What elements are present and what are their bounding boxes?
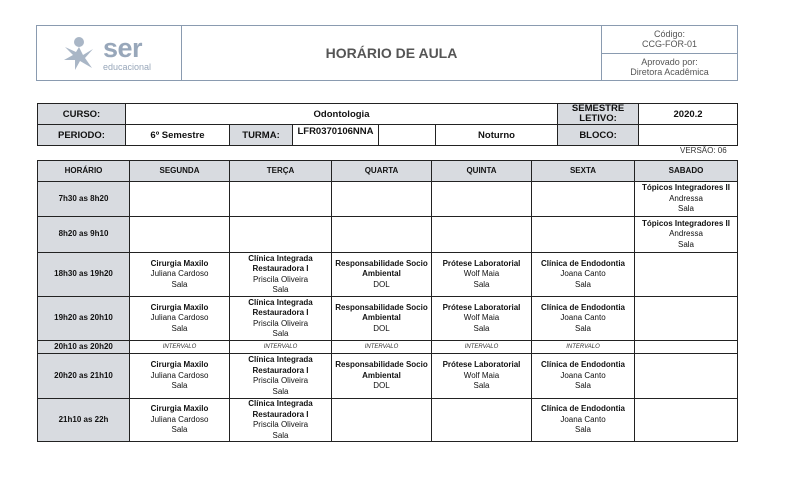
subject-name: Cirurgia Maxilo	[150, 360, 209, 370]
col-quinta: QUINTA	[432, 161, 532, 182]
subject-name: Cirurgia Maxilo	[150, 404, 209, 414]
time-slot: 8h20 as 9h10	[38, 217, 130, 253]
class-cell	[130, 297, 230, 341]
empty-cell	[230, 217, 332, 253]
code-value: CCG-FOR-01	[641, 39, 697, 50]
professor-name: Priscila Oliveira	[252, 274, 309, 284]
class-cell	[332, 297, 432, 341]
empty-cell	[130, 182, 230, 217]
class-cell	[432, 297, 532, 341]
col-quarta: QUARTA	[332, 161, 432, 182]
logo	[37, 26, 182, 80]
turma-value: LFR0370106NNA	[293, 125, 379, 146]
class-cell	[332, 253, 432, 297]
subject-name: Clínica Integrada Restauradora I	[248, 355, 313, 375]
room-label: Sala	[677, 239, 694, 249]
room-label: Sala	[574, 425, 591, 435]
class-cell	[130, 399, 230, 442]
col-terca: TERÇA	[230, 161, 332, 182]
interval-cell: INTERVALO	[532, 341, 635, 354]
time-slot: 7h30 as 8h20	[38, 182, 130, 217]
brand-name: ser	[103, 32, 143, 63]
professor-name: Priscila Oliveira	[252, 318, 309, 328]
room-label: Sala	[171, 279, 188, 289]
subject-name: Responsabilidade Socio Ambiental	[335, 360, 428, 380]
version-label: VERSÃO: 06	[680, 146, 727, 155]
schedule-row	[38, 217, 738, 253]
professor-name: Juliana Cardoso	[150, 269, 209, 279]
empty-cell	[432, 182, 532, 217]
time-slot: 19h20 as 20h10	[38, 297, 130, 341]
empty-cell	[432, 217, 532, 253]
room-label: Sala	[574, 323, 591, 333]
empty-cell	[635, 297, 738, 341]
bloco-value	[639, 125, 738, 146]
professor-name: Juliana Cardoso	[150, 313, 209, 323]
time-slot: 20h10 as 20h20	[38, 341, 130, 354]
semestre-label: SEMESTRE LETIVO:	[558, 104, 639, 125]
interval-cell: INTERVALO	[130, 341, 230, 354]
room-label: Sala	[272, 329, 289, 338]
class-cell	[230, 297, 332, 341]
class-cell	[532, 297, 635, 341]
empty-cell	[635, 354, 738, 399]
time-slot: 21h10 as 22h	[38, 399, 130, 442]
subject-name: Clínica de Endodontia	[540, 404, 625, 414]
empty-cell	[635, 341, 738, 354]
room-label: Sala	[171, 381, 188, 391]
class-cell	[230, 354, 332, 399]
class-cell	[532, 253, 635, 297]
professor-name: Juliana Cardoso	[150, 414, 209, 424]
curso-label: CURSO:	[38, 104, 126, 125]
class-cell	[432, 354, 532, 399]
professor-name: Joana Canto	[560, 313, 606, 323]
empty-cell	[130, 217, 230, 253]
document-header	[36, 25, 738, 81]
empty-cell	[532, 217, 635, 253]
room-label: Sala	[677, 204, 694, 214]
schedule-row	[38, 253, 738, 297]
subject-name: Clínica de Endodontia	[540, 302, 625, 312]
professor-name: Wolf Maia	[463, 313, 500, 323]
schedule-header-row	[38, 161, 738, 182]
col-segunda: SEGUNDA	[130, 161, 230, 182]
professor-name: DOL	[373, 381, 390, 391]
room-label: Sala	[473, 381, 490, 391]
subject-name: Clínica Integrada Restauradora I	[248, 253, 313, 273]
curso-value: Odontologia	[126, 104, 558, 125]
star-logo-icon	[59, 33, 99, 73]
room-label: Sala	[272, 386, 289, 396]
subject-name: Prótese Laboratorial	[442, 302, 521, 312]
document-title: HORÁRIO DE AULA	[325, 45, 458, 61]
empty-cell	[432, 399, 532, 442]
approved-cell	[602, 53, 737, 81]
subject-name: Responsabilidade Socio Ambiental	[335, 302, 428, 323]
class-cell	[230, 399, 332, 442]
semestre-value: 2020.2	[639, 104, 738, 125]
professor-name: Andressa	[669, 229, 703, 239]
class-cell	[230, 253, 332, 297]
time-slot: 18h30 as 19h20	[38, 253, 130, 297]
interval-cell: INTERVALO	[432, 341, 532, 354]
periodo-label: PERIODO:	[38, 125, 126, 146]
class-cell	[130, 354, 230, 399]
col-horario: HORÁRIO	[38, 161, 130, 182]
room-label: Sala	[574, 381, 591, 391]
schedule-row	[38, 399, 738, 442]
professor-name: Joana Canto	[560, 414, 606, 424]
empty-cell	[332, 217, 432, 253]
code-cell	[602, 26, 737, 53]
interval-cell: INTERVALO	[332, 341, 432, 354]
professor-name: Andressa	[669, 193, 703, 203]
course-info-table	[37, 103, 738, 146]
turno-value: Noturno	[436, 125, 558, 146]
col-sexta: SEXTA	[532, 161, 635, 182]
approved-value: Diretora Acadêmica	[630, 66, 709, 77]
periodo-value: 6º Semestre	[126, 125, 230, 146]
class-cell	[532, 354, 635, 399]
professor-name: Wolf Maia	[463, 370, 500, 380]
empty-cell	[532, 182, 635, 217]
class-cell	[332, 354, 432, 399]
empty-cell	[332, 182, 432, 217]
subject-name: Prótese Laboratorial	[442, 360, 521, 370]
professor-name: Joana Canto	[560, 370, 606, 380]
room-label: Sala	[473, 323, 490, 333]
class-cell	[635, 182, 738, 217]
professor-name: Wolf Maia	[463, 269, 500, 279]
room-label: Sala	[574, 279, 591, 289]
professor-name: Joana Canto	[560, 269, 606, 279]
empty-cell	[230, 182, 332, 217]
code-label: Código:	[653, 29, 686, 40]
class-cell	[635, 217, 738, 253]
class-cell	[432, 253, 532, 297]
professor-name: Priscila Oliveira	[252, 376, 309, 385]
document-meta	[601, 26, 737, 80]
schedule-row	[38, 341, 738, 354]
subject-name: Clínica Integrada Restauradora I	[248, 399, 313, 419]
class-cell	[130, 253, 230, 297]
approved-label: Aprovado por:	[641, 56, 698, 67]
professor-name: Priscila Oliveira	[252, 420, 309, 429]
class-cell	[532, 399, 635, 442]
turma-extra	[379, 125, 436, 146]
subject-name: Tópicos Integradores II	[641, 183, 730, 193]
room-label: Sala	[171, 323, 188, 333]
schedule-row	[38, 354, 738, 399]
bloco-label: BLOCO:	[558, 125, 639, 146]
schedule-row	[38, 182, 738, 217]
subject-name: Clínica de Endodontia	[540, 258, 625, 268]
professor-name: DOL	[373, 323, 390, 333]
brand-subtitle: educacional	[103, 61, 152, 72]
empty-cell	[635, 399, 738, 442]
room-label: Sala	[473, 279, 490, 289]
subject-name: Prótese Laboratorial	[442, 258, 521, 268]
interval-cell: INTERVALO	[230, 341, 332, 354]
subject-name: Clínica Integrada Restauradora I	[248, 297, 313, 317]
subject-name: Tópicos Integradores II	[641, 218, 730, 228]
subject-name: Clínica de Endodontia	[540, 360, 625, 370]
col-sabado: SABADO	[635, 161, 738, 182]
subject-name: Cirurgia Maxilo	[150, 302, 209, 312]
professor-name: DOL	[373, 279, 390, 289]
room-label: Sala	[272, 285, 289, 294]
schedule-row	[38, 297, 738, 341]
room-label: Sala	[272, 430, 289, 440]
time-slot: 20h20 as 21h10	[38, 354, 130, 399]
turma-label: TURMA:	[230, 125, 293, 146]
room-label: Sala	[171, 425, 188, 435]
schedule-body	[38, 182, 738, 442]
empty-cell	[332, 399, 432, 442]
subject-name: Cirurgia Maxilo	[150, 258, 209, 268]
empty-cell	[635, 253, 738, 297]
professor-name: Juliana Cardoso	[150, 370, 209, 380]
subject-name: Responsabilidade Socio Ambiental	[335, 258, 428, 279]
schedule-table	[37, 160, 738, 442]
